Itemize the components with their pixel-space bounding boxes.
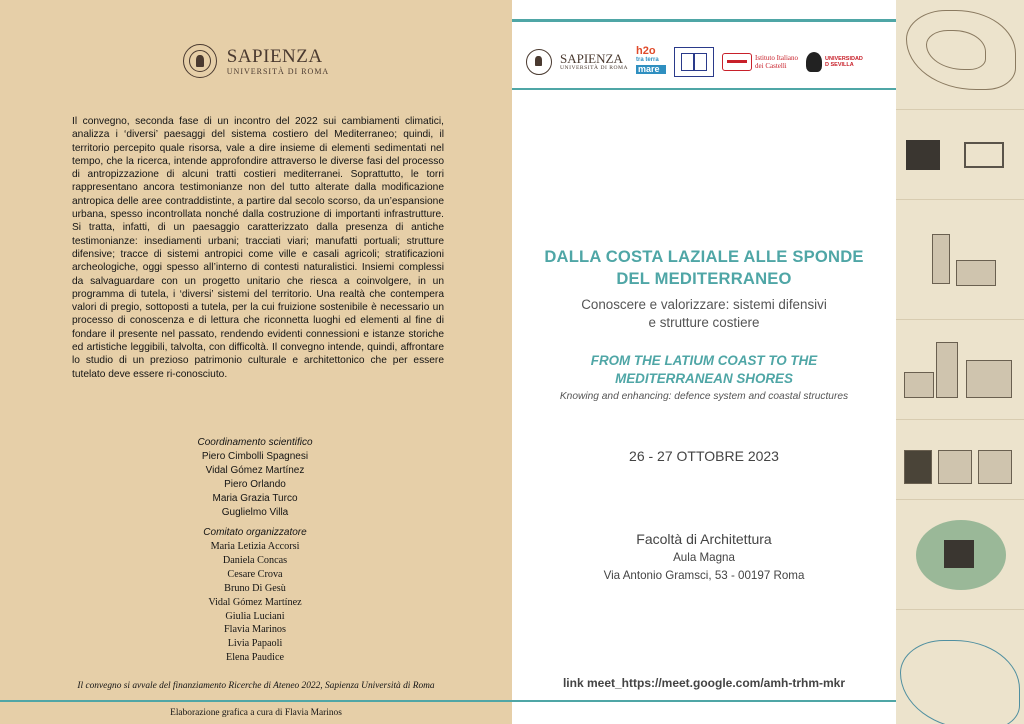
coordinamento-block [160, 436, 350, 520]
sevilla-line1: UNIVERSIDAD [825, 55, 863, 62]
top-rule [512, 19, 896, 22]
venue-block [512, 529, 896, 585]
h2o-logo [636, 47, 666, 77]
drawings-strip [896, 0, 1024, 724]
coordinamento-name: Guglielmo Villa [221, 506, 289, 518]
title-italian-line: DALLA COSTA LAZIALE ALLE SPONDE [544, 247, 864, 266]
sapienza-wordmark [227, 47, 329, 76]
h2o-logo-line: tra terra [636, 57, 659, 63]
book-logo-icon [674, 47, 714, 77]
comitato-name: Maria Letizia Accorsi [210, 541, 300, 552]
sapienza-name: SAPIENZA [560, 51, 623, 67]
tower-section-drawing [896, 320, 1024, 420]
coastline-sketch [900, 640, 1020, 724]
subtitle-english: Knowing and enhancing: defence system and coastal structures [559, 391, 849, 402]
title-italian-line: DEL MEDITERRANEO [616, 269, 792, 288]
fort-plan [944, 540, 974, 568]
sapienza-name: SAPIENZA [226, 45, 323, 67]
comitato-heading: Comitato organizzatore [203, 527, 307, 538]
coordinamento-name: Piero Cimbolli Spagnesi [201, 451, 309, 462]
grafica-credit: Elaborazione grafica a cura di Flavia Marinos [170, 708, 342, 718]
tower-plan-drawing [896, 110, 1024, 200]
comitato-name: Vidal Gómez Martínez [208, 596, 302, 608]
comitato-name: Cesare Crova [227, 568, 283, 580]
building-elevation-drawing [896, 420, 1024, 500]
left-footer [0, 698, 512, 724]
sapienza-seal-icon [183, 44, 217, 78]
sevilla-line2: D SEVILLA [825, 62, 854, 68]
sapienza-subtitle: UNIVERSITÀ DI ROMA [560, 65, 629, 72]
title-english-line: FROM THE LATIUM COAST TO THE [590, 353, 818, 368]
meet-link[interactable]: link meet_https://meet.google.com/amh-trhm-mkr [562, 676, 846, 690]
venue-faculty: Facoltà di Architettura [636, 531, 772, 547]
coordinamento-name: Piero Orlando [224, 478, 286, 490]
comitato-name: Daniela Concas [222, 554, 288, 566]
istituto-castelli-text [755, 54, 798, 70]
coordinamento-name: Maria Grazia Turco [212, 492, 298, 504]
tower-plan [906, 140, 940, 170]
building-sketch [904, 372, 934, 398]
sapienza-logo [0, 36, 512, 86]
footer-rule [0, 700, 512, 702]
venue-room: Aula Magna [673, 551, 735, 564]
building-sketch [956, 260, 996, 286]
comitato-name: Bruno Di Gesù [224, 582, 286, 594]
tower-sketch [936, 342, 958, 398]
h2o-logo-mark: h2o [636, 45, 656, 57]
fort-plan-drawing [896, 500, 1024, 610]
center-panel [512, 0, 896, 724]
building-sketch [966, 360, 1012, 398]
tower-sketch [904, 450, 932, 484]
title-english [512, 352, 896, 388]
castle-mark-icon [722, 53, 752, 71]
istituto-castelli-line1: Istituto Italiano [755, 54, 799, 62]
subtitle-italian [512, 296, 896, 332]
sapienza-wordmark [560, 52, 628, 72]
sevilla-emblem-icon [806, 52, 822, 72]
comitato-block [160, 526, 350, 665]
h2o-logo-line: mare [636, 65, 666, 74]
bottom-rule [512, 700, 896, 702]
sapienza-seal-icon [526, 49, 552, 75]
tower-elevation-drawing [896, 200, 1024, 320]
comitato-name: Livia Papaoli [227, 638, 283, 650]
comitato-name: Flavia Marinos [224, 624, 286, 636]
event-date: 26 - 27 OTTOBRE 2023 [629, 448, 779, 464]
tower-sketch [932, 234, 950, 284]
historic-map-drawing [896, 0, 1024, 110]
coordinamento-heading: Coordinamento scientifico [197, 437, 313, 448]
title-italian [512, 246, 896, 290]
venue-address: Via Antonio Gramsci, 53 - 00197 Roma [603, 569, 805, 582]
partner-logos [526, 44, 886, 80]
title-english-line: MEDITERRANEAN SHORES [615, 371, 793, 386]
comitato-name: Elena Paudice [226, 652, 284, 664]
funding-note: Il convegno si avvale del finanziamento Ricerche di Ateneo 2022, Sapienza Università di Roma [77, 681, 435, 691]
subtitle-italian-line: e strutture costiere [648, 315, 760, 330]
istituto-castelli-line2: dei Castelli [755, 62, 787, 70]
istituto-castelli-logo [722, 53, 798, 71]
tower-plan [964, 142, 1004, 168]
logo-rule [512, 88, 896, 90]
sevilla-text [825, 56, 863, 69]
coastal-map-drawing [896, 610, 1024, 724]
subtitle-italian-line: Conoscere e valorizzare: sistemi difensivi [581, 297, 827, 312]
coordinamento-name: Vidal Gómez Martínez [205, 464, 305, 476]
sapienza-subtitle: UNIVERSITÀ DI ROMA [226, 66, 330, 76]
tower-sketch [978, 450, 1012, 484]
tower-sketch [938, 450, 972, 484]
sevilla-logo [806, 52, 863, 72]
comitato-name: Giulia Luciani [225, 610, 285, 622]
intro-paragraph: Il convegno, seconda fase di un incontro del 2022 sui cambiamenti climatici, analizza i ‘diversi’ paesaggi del sistema costiero del Mediterraneo; quindi, il territorio percepito quale risorsa, vale a dire insieme di elementi sedimentati nel tempo, che la ricerca, intende approfondire attraverso le diverse fasi del processo di antropizzazione di alcuni tratti costieri mediterranei. Soprattutto, le torri rappresentano ancora testimonianze non del tutto alterate dalla modificazione antropica delle aree contraddistinte, a partire dal secolo scorso, da un’espansione urbana, spesso incontrollata nonché dalla costruzione di importanti infrastrutture. Si tratta, infatti, di un paesaggio caratterizzato dalla presenza di antiche testimonianze: insediamenti urbani; tracciati viari; manufatti portuali; strutture difensive; tracce di sistemi antropici come ville e casali agricoli; stratificazioni archeologiche, oggi spesso all’interno di contesti naturalistici. Insiemi complessi da salvaguardare con un progetto unitario che riesca a coinvolgere, in un programma di tutela, i ‘diversi’ sistemi del territorio. Una realtà che contempera valori di pregio, sottoposti a tutela, per la cui fruizione sostenibile è necessario un processo di conoscenza e di lettura che riconnetta luoghi ed elementi al fine di fondare il presente nel passato, rendendo evidenti connessioni e istanze storiche ed artistiche leggibili, talvolta, con difficoltà. Il convegno intende, quindi, affrontare lo studio di un prezioso patrimonio culturale e architettonico che per essere tutelato deve essere ri-conosciuto. [72, 116, 444, 380]
